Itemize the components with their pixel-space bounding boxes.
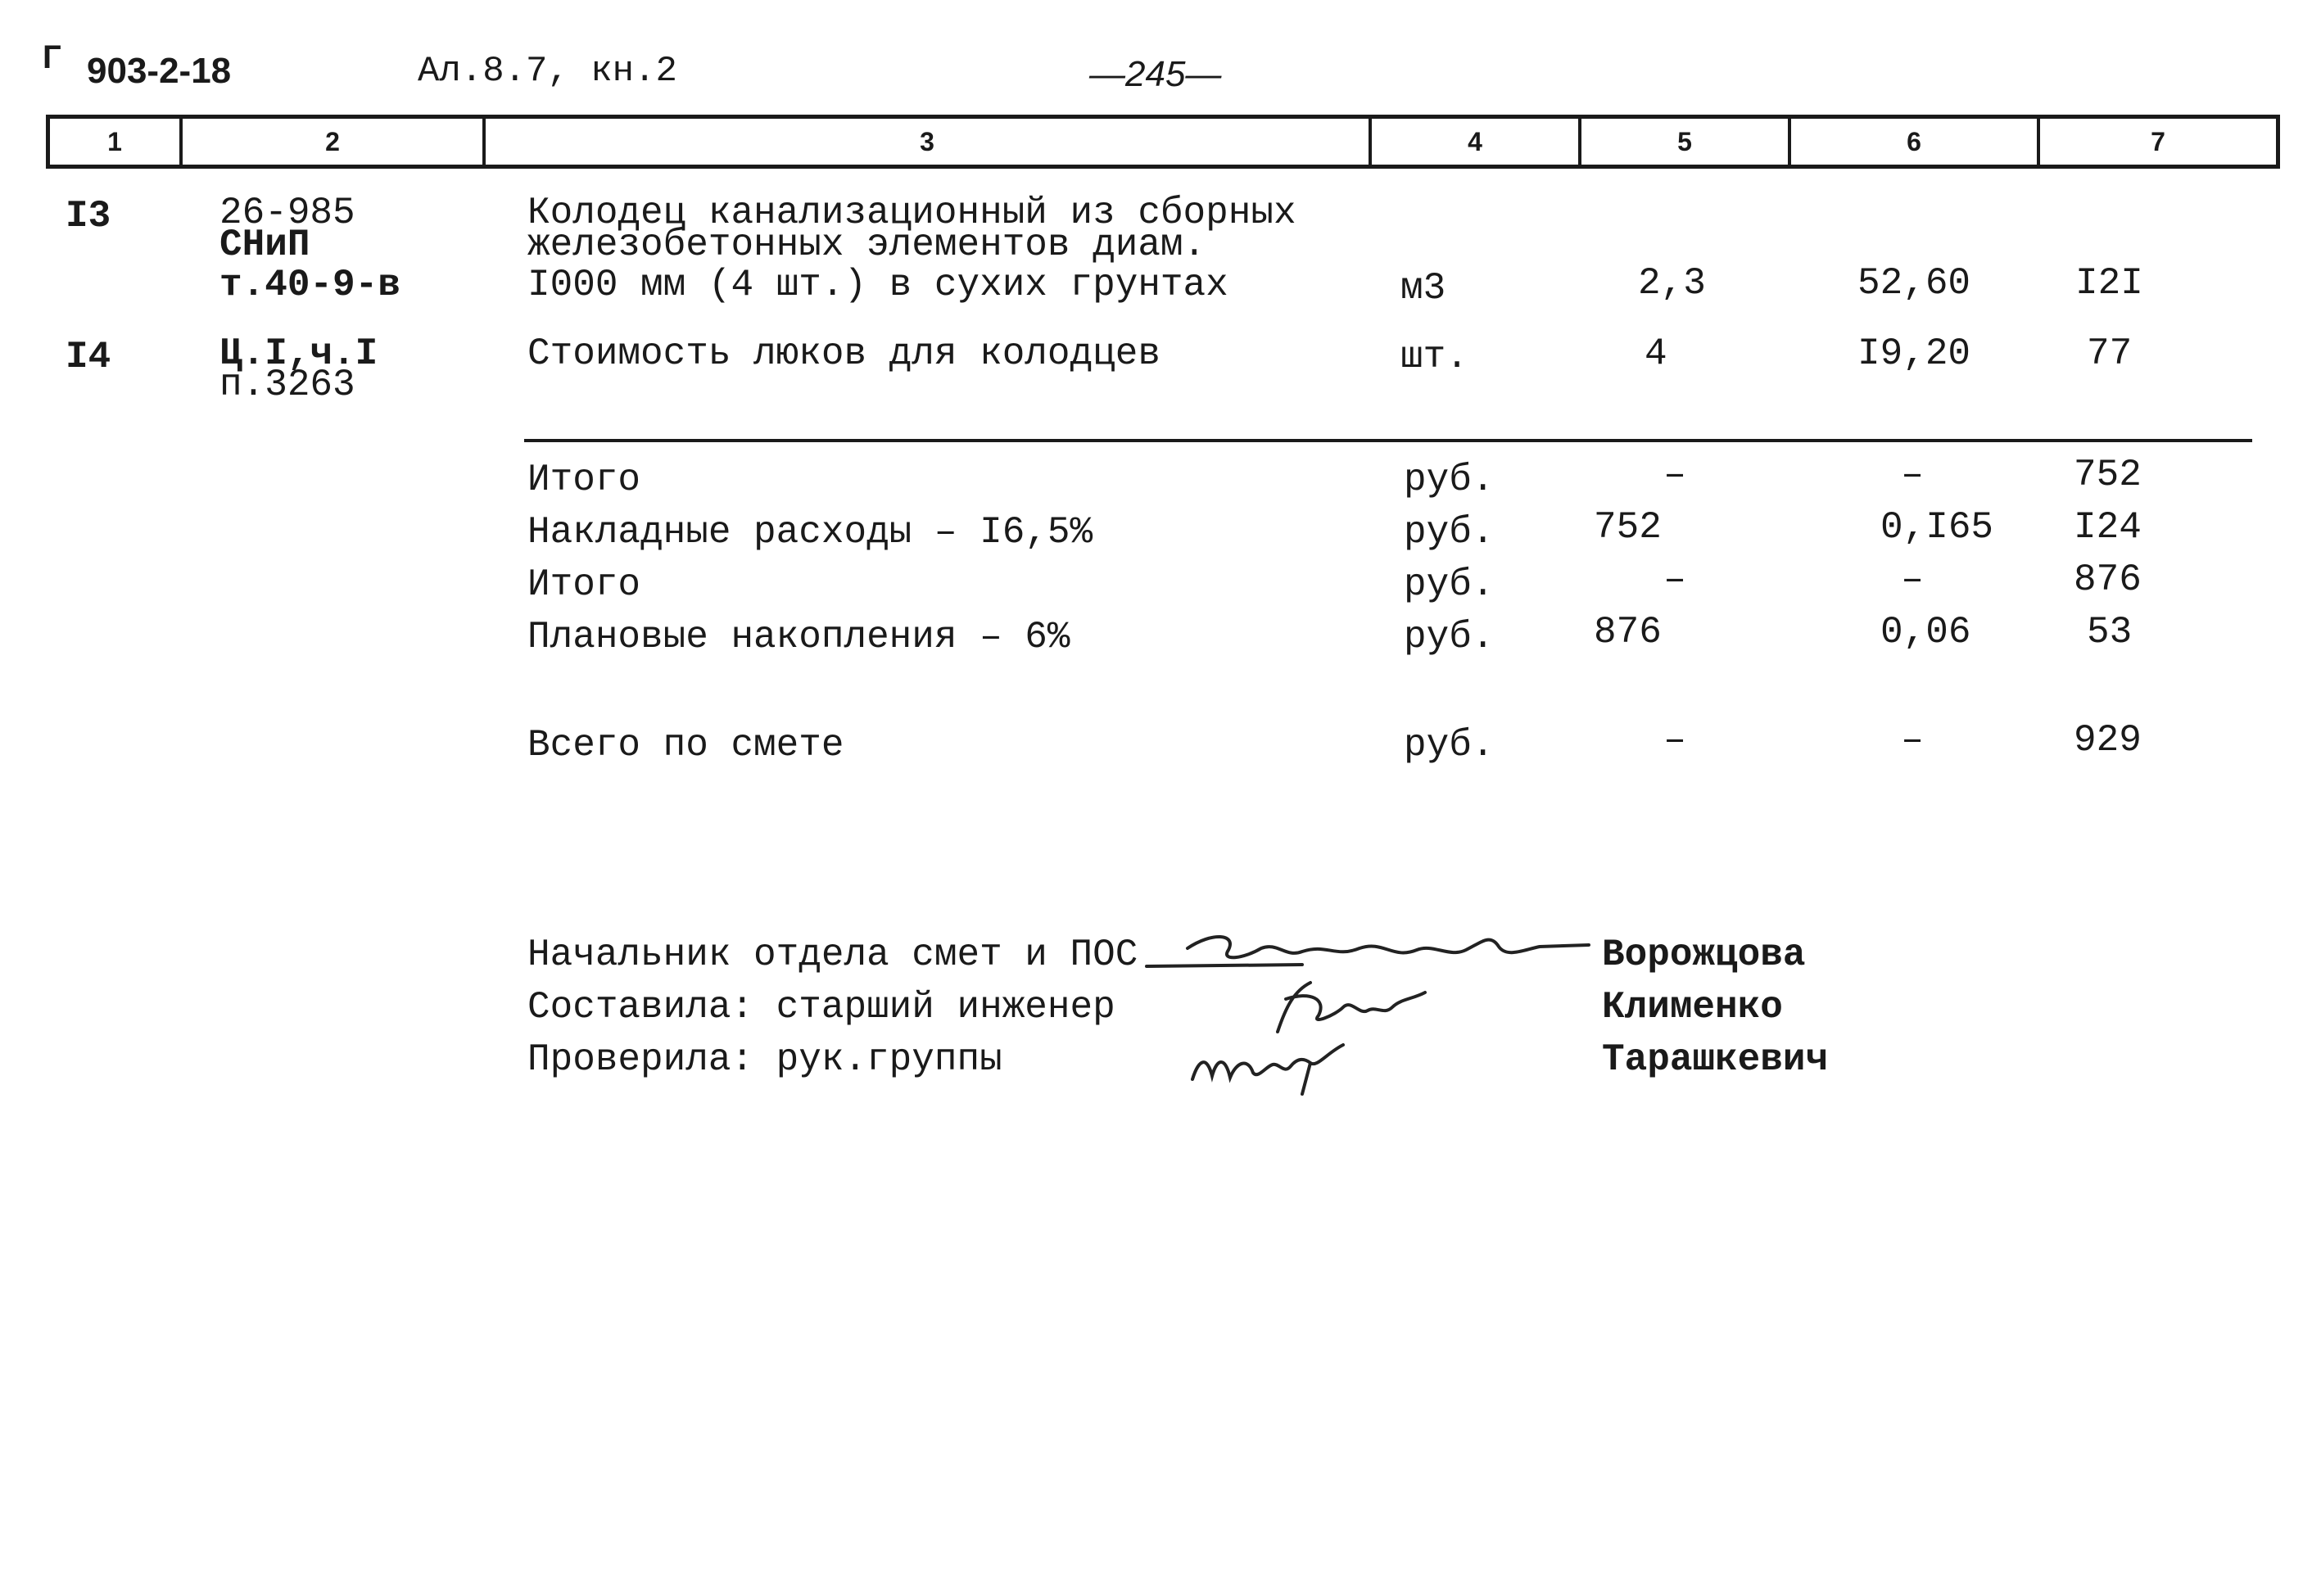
corner-mark: Г (43, 39, 61, 75)
row-description-line: Стоимость люков для колодцев (527, 332, 1160, 375)
document-code: 903-2-18 (87, 51, 232, 91)
row-total: I2I (2075, 262, 2143, 305)
grand-total-value: 929 (2074, 719, 2142, 762)
row-number: I4 (66, 336, 111, 378)
summary-price: 0,06 (1880, 611, 1971, 653)
summary-quantity: 876 (1594, 611, 1662, 653)
row-description-line: железобетонных элементов диам. (527, 224, 1206, 266)
album-reference: Ал.8.7, кн.2 (418, 51, 677, 92)
summary-total: 752 (2074, 454, 2142, 496)
row-unit: шт. (1400, 336, 1468, 378)
handwritten-signature-3 (1188, 1033, 1351, 1099)
column-header-3: 3 (486, 119, 1372, 165)
summary-label: Итого (527, 459, 641, 501)
summary-unit: руб. (1404, 563, 1495, 606)
summary-quantity: – (1663, 454, 1686, 496)
row-quantity: 2,3 (1638, 262, 1706, 305)
row-description-line: Колодец канализационный из сборных (527, 192, 1296, 234)
signature-role: Начальник отдела смет и ПОС (527, 934, 1138, 976)
row-total: 77 (2087, 332, 2133, 375)
summary-label: Итого (527, 563, 641, 606)
summary-quantity: – (1663, 558, 1686, 601)
row-code-line: 26-985 (219, 192, 355, 234)
column-header-6: 6 (1791, 119, 2040, 165)
summary-divider (524, 439, 2252, 442)
signature-role: Проверила: рук.группы (527, 1038, 1002, 1081)
summary-unit: руб. (1404, 511, 1495, 554)
signatory-name: Ворожцова (1602, 934, 1806, 976)
summary-total: 53 (2087, 611, 2133, 653)
grand-total-quantity: – (1663, 719, 1686, 762)
column-header-7: 7 (2151, 127, 2165, 156)
summary-price: – (1901, 454, 1924, 496)
summary-unit: руб. (1404, 459, 1495, 501)
summary-label: Накладные расходы – I6,5% (527, 511, 1093, 554)
summary-price: 0,I65 (1880, 506, 1994, 549)
row-quantity: 4 (1645, 332, 1667, 375)
column-header-1: 1 (50, 119, 183, 165)
summary-label: Плановые накопления – 6% (527, 616, 1070, 658)
grand-total-unit: руб. (1404, 724, 1495, 766)
column-header-5: 5 (1581, 119, 1791, 165)
row-description-line: I000 мм (4 шт.) в сухих грунтах (527, 264, 1228, 306)
row-code-line: Ц.I,ч.I (219, 332, 378, 375)
signatory-name: Тарашкевич (1602, 1038, 1829, 1081)
handwritten-signature-2 (1261, 974, 1441, 1040)
row-code-line: СНиП (219, 224, 310, 266)
row-code-line: п.3263 (219, 364, 355, 406)
row-price: 52,60 (1857, 262, 1971, 305)
signatory-name: Клименко (1602, 986, 1783, 1029)
page-number: —245— (1089, 54, 1222, 94)
column-header-strip (46, 115, 2280, 169)
summary-unit: руб. (1404, 616, 1495, 658)
grand-total-price: – (1901, 719, 1924, 762)
summary-total: I24 (2074, 506, 2142, 549)
summary-total: 876 (2074, 558, 2142, 601)
row-number: I3 (66, 195, 111, 237)
column-header-2: 2 (183, 119, 486, 165)
row-code-line: т.40-9-в (219, 264, 400, 306)
row-price: I9,20 (1857, 332, 1971, 375)
summary-quantity: 752 (1594, 506, 1662, 549)
row-unit: м3 (1400, 267, 1446, 310)
column-header-4: 4 (1372, 119, 1581, 165)
signature-role: Составила: старший инженер (527, 986, 1115, 1029)
summary-price: – (1901, 558, 1924, 601)
grand-total-label: Всего по смете (527, 724, 844, 766)
